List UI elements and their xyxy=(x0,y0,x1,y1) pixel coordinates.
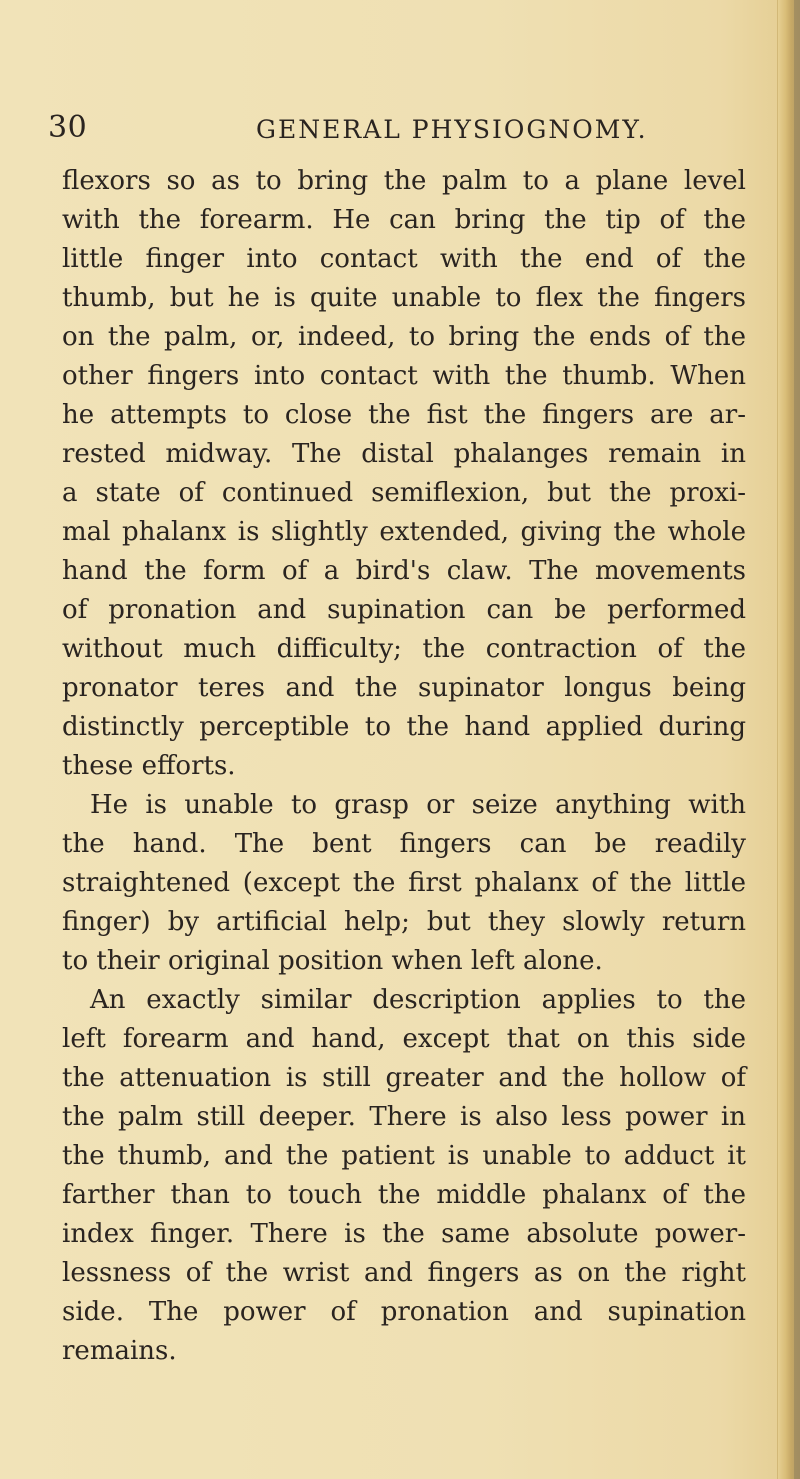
text-line: side. The power of pronation and supination xyxy=(62,1297,746,1327)
text-line: other fingers into contact with the thumb. When xyxy=(62,361,746,391)
text-line: little finger into contact with the end of the xyxy=(62,244,746,274)
text-line: without much difficulty; the contraction of the xyxy=(62,634,746,664)
text-line: left forearm and hand, except that on this side xyxy=(62,1024,746,1054)
text-line: lessness of the wrist and fingers as on the right xyxy=(62,1258,746,1288)
text-line: remains. xyxy=(62,1336,177,1366)
text-line: distinctly perceptible to the hand applied during xyxy=(62,712,746,742)
page-edge-shadow xyxy=(794,0,800,1479)
text-line: finger) by artificial help; but they slowly return xyxy=(62,907,746,937)
text-line: the palm still deeper. There is also less power in xyxy=(62,1102,746,1132)
text-line: An exactly similar description applies to the xyxy=(90,985,746,1015)
text-line: he attempts to close the fist the fingers are ar- xyxy=(62,400,746,430)
text-line: to their original position when left alone. xyxy=(62,946,603,976)
text-line: flexors so as to bring the palm to a plane level xyxy=(62,166,746,196)
text-line: rested midway. The distal phalanges remain in xyxy=(62,439,746,469)
text-line: the attenuation is still greater and the hollow of xyxy=(62,1063,746,1093)
text-line: of pronation and supination can be performed xyxy=(62,595,746,625)
text-line: with the forearm. He can bring the tip of the xyxy=(62,205,746,235)
page-header xyxy=(48,108,748,152)
text-line: thumb, but he is quite unable to flex the fingers xyxy=(62,283,746,313)
text-line: the thumb, and the patient is unable to adduct it xyxy=(62,1141,746,1171)
running-head: GENERAL PHYSIOGNOMY. xyxy=(256,115,648,144)
text-line: mal phalanx is slightly extended, giving the whole xyxy=(62,517,746,547)
text-line: farther than to touch the middle phalanx of the xyxy=(62,1180,746,1210)
text-line: He is unable to grasp or seize anything with xyxy=(90,790,746,820)
text-line: pronator teres and the supinator longus being xyxy=(62,673,746,703)
text-line: on the palm, or, indeed, to bring the ends of the xyxy=(62,322,746,352)
body-text xyxy=(62,162,746,1371)
page-number: 30 xyxy=(48,110,88,145)
text-line: a state of continued semiflexion, but the proxi- xyxy=(62,478,746,508)
text-line: hand the form of a bird's claw. The movements xyxy=(62,556,746,586)
text-line: straightened (except the first phalanx of the little xyxy=(62,868,746,898)
text-line: the hand. The bent fingers can be readily xyxy=(62,829,746,859)
text-line: these efforts. xyxy=(62,751,236,781)
text-line: index finger. There is the same absolute power- xyxy=(62,1219,746,1249)
